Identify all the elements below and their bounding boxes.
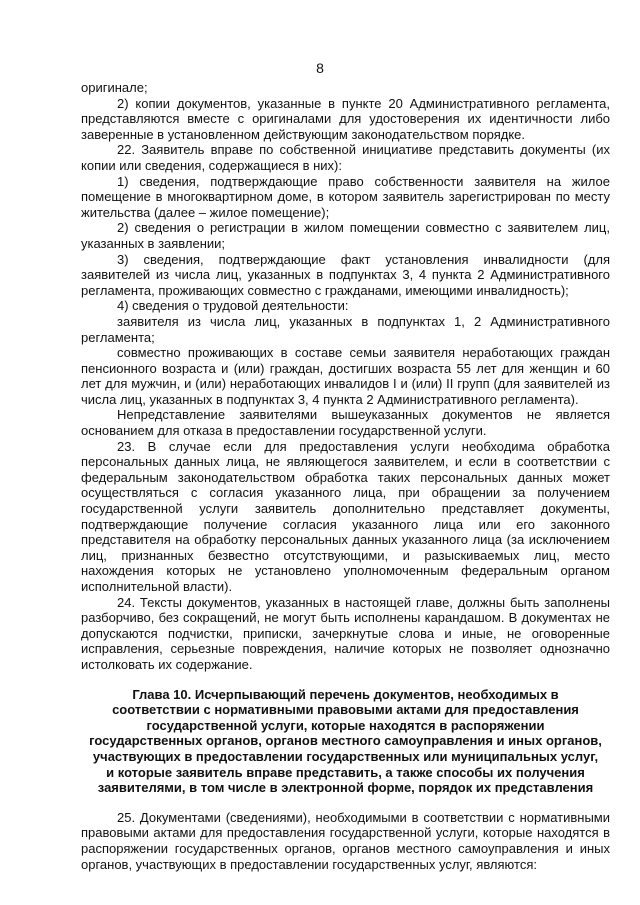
paragraph-25: 25. Документами (сведениями), необходимыми в соответствии с нормативными правовыми актами для предоставления государственной услуги, которые находятся в распоряжении государственных органов, органов местного самоуправления и иных органов, участвующих в предоставлении государственных услуг, являются: (81, 809, 610, 872)
document-body (81, 80, 610, 872)
spacer (81, 673, 610, 687)
paragraph-22-item-4-sub-2: совместно проживающих в составе семьи заявителя неработающих граждан пенсионного возраста и (или) граждан, достигших возраста 55 лет для женщин и 60 лет для мужчин, и (или) неработающих инвалидов I и (или) II групп (для заявителей из числа лиц, указанных в подпунктах 3, 4 пункта 2 Административного регламента). (81, 345, 610, 407)
spacer (81, 796, 610, 810)
paragraph-22-item-4: 4) сведения о трудовой деятельности: (117, 298, 349, 314)
paragraph-22: 22. Заявитель вправе по собственной инициативе представить документы (их копии или сведения, содержащиеся в них): (81, 142, 610, 173)
paragraph-22-item-1: 1) сведения, подтверждающие право собственности заявителя на жилое помещение в многоквартирном доме, в котором заявитель зарегистрирован по месту жительства (далее – жилое помещение); (81, 173, 610, 220)
paragraph-22-item-3: 3) сведения, подтверждающие факт установления инвалидности (для заявителей из числа лиц, указанных в подпунктах 3, 4 пункта 2 Административного регламента, проживающих совместно с гражданами, имеющими инвалидность); (81, 251, 610, 298)
page-number: 8 (316, 60, 324, 76)
paragraph-22-item-4-sub-1: заявителя из числа лиц, указанных в подпунктах 1, 2 Административного регламента; (81, 313, 610, 345)
paragraph-22-item-2: 2) сведения о регистрации в жилом помещении совместно с заявителем лиц, указанных в заявлении; (81, 220, 610, 251)
paragraph-23: 23. В случае если для предоставления услуги необходима обработка персональных данных лица, не являющегося заявителем, и если в соответствии с федеральным законодательством обработка таких персональных данных может осуществляться с согласия указанного лица, при обращении за получением государственной услуги заявитель дополнительно представляет документы, подтверждающие получение согласия указанного лица или его законного представителя на обработку персональных данных указанного лица (за исключением лиц, признанных безвестно отсутствующими, и разыскиваемых лиц, место нахождения которых не установлено уполномоченным федеральным органом исполнительной власти). (81, 438, 610, 594)
paragraph-continuation: оригинале; (81, 80, 148, 95)
paragraph-non-submission: Непредставление заявителями вышеуказанных документов не является основанием для отказа в предоставлении государственной услуги. (81, 407, 610, 439)
paragraph-item-2-copies: 2) копии документов, указанные в пункте 20 Административного регламента, представляются вместе с оригиналами для удостоверения их идентичности либо заверенные в установленном действующим законодательством порядке. (81, 95, 610, 142)
paragraph-24: 24. Тексты документов, указанных в настоящей главе, должны быть заполнены разборчиво, без сокращений, не могут быть исполнены карандашом. В документах не допускаются подчистки, приписки, зачеркнутые слова и иные, не оговоренные исправления, серьезные повреждения, наличие которых не позволяет однозначно истолковать их содержание. (81, 594, 610, 672)
chapter-10-heading: Глава 10. Исчерпывающий перечень документов, необходимых в соответствии с нормативными правовыми актами для предоставления государственной услуги, которые находятся в распоряжении государственных органов, органов местного самоуправления и иных органов, участвующих в предоставлении государственных или муниципальных услуг, и которые заявитель вправе представить, а также способы их получения заявителями, в том числе в электронной форме, порядок их представления (89, 686, 602, 796)
